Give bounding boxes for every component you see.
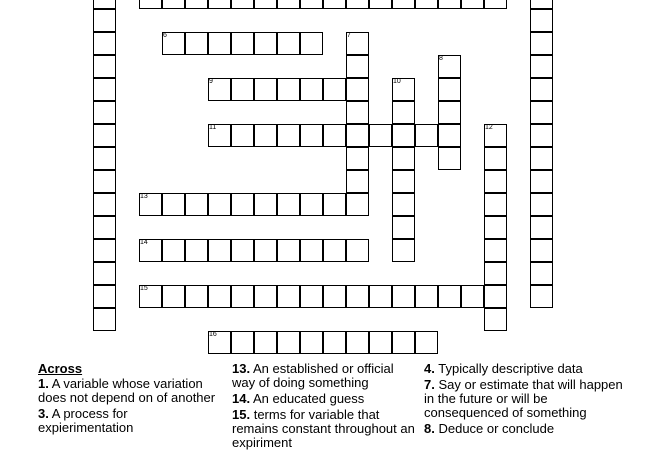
grid-cell[interactable] bbox=[530, 193, 553, 216]
clue-14: 14. An educated guess bbox=[232, 391, 365, 406]
grid-cell[interactable] bbox=[254, 285, 277, 308]
grid-cell[interactable] bbox=[93, 285, 116, 308]
grid-cell[interactable] bbox=[323, 239, 346, 262]
grid-cell[interactable] bbox=[93, 239, 116, 262]
grid-cell[interactable] bbox=[346, 124, 369, 147]
grid-cell[interactable] bbox=[162, 239, 185, 262]
grid-cell[interactable] bbox=[300, 239, 323, 262]
grid-cell[interactable] bbox=[346, 0, 369, 9]
grid-cell[interactable] bbox=[392, 170, 415, 193]
grid-cell[interactable] bbox=[415, 0, 438, 9]
grid-cell[interactable] bbox=[323, 331, 346, 354]
grid-cell[interactable] bbox=[185, 0, 208, 9]
clue-15: 15. terms for variable that remains constant throughout an expiriment bbox=[232, 407, 415, 450]
clue-number-label: 12 bbox=[485, 124, 493, 131]
grid-cell[interactable] bbox=[277, 331, 300, 354]
grid-cell[interactable] bbox=[530, 239, 553, 262]
grid-cell[interactable] bbox=[300, 331, 323, 354]
grid-cell[interactable] bbox=[93, 124, 116, 147]
grid-cell[interactable] bbox=[323, 78, 346, 101]
grid-cell[interactable] bbox=[139, 0, 162, 9]
grid-cell[interactable] bbox=[484, 308, 507, 331]
grid-cell[interactable] bbox=[530, 124, 553, 147]
grid-cell[interactable] bbox=[300, 0, 323, 9]
grid-cell[interactable] bbox=[392, 193, 415, 216]
grid-cell[interactable] bbox=[93, 101, 116, 124]
clue-number-label: 16 bbox=[209, 331, 217, 338]
clue-number-label: 6 bbox=[163, 32, 167, 39]
grid-cell[interactable] bbox=[93, 78, 116, 101]
grid-cell[interactable] bbox=[254, 239, 277, 262]
grid-cell[interactable] bbox=[208, 285, 231, 308]
grid-cell[interactable] bbox=[162, 193, 185, 216]
grid-cell[interactable] bbox=[323, 193, 346, 216]
grid-cell[interactable] bbox=[231, 124, 254, 147]
grid-cell[interactable] bbox=[323, 124, 346, 147]
grid-cell[interactable] bbox=[438, 101, 461, 124]
grid-cell[interactable] bbox=[185, 239, 208, 262]
grid-cell[interactable] bbox=[185, 193, 208, 216]
grid-cell[interactable] bbox=[300, 78, 323, 101]
grid-cell[interactable] bbox=[208, 0, 231, 9]
grid-cell[interactable] bbox=[346, 147, 369, 170]
grid-cell[interactable] bbox=[93, 55, 116, 78]
grid-cell[interactable] bbox=[93, 147, 116, 170]
clue-number-label: 9 bbox=[209, 78, 213, 85]
grid-cell[interactable] bbox=[93, 0, 116, 9]
grid-cell[interactable] bbox=[392, 285, 415, 308]
grid-cell[interactable] bbox=[392, 124, 415, 147]
grid-cell[interactable] bbox=[93, 308, 116, 331]
grid-cell[interactable] bbox=[254, 78, 277, 101]
clue-number-label: 13 bbox=[140, 193, 148, 200]
clue-number-label: 7 bbox=[347, 32, 351, 39]
grid-cell[interactable] bbox=[300, 285, 323, 308]
clue-7: 7. Say or estimate that will happen in the future or will be consequenced of something bbox=[424, 377, 623, 420]
grid-cell[interactable] bbox=[392, 239, 415, 262]
grid-cell[interactable] bbox=[346, 55, 369, 78]
clues-column-3 bbox=[424, 362, 624, 438]
grid-cell[interactable] bbox=[277, 0, 300, 9]
grid-cell[interactable] bbox=[346, 101, 369, 124]
grid-cell[interactable] bbox=[484, 147, 507, 170]
clue-number-label: 8 bbox=[439, 55, 443, 62]
grid-cell[interactable] bbox=[231, 32, 254, 55]
grid-cell[interactable] bbox=[530, 9, 553, 32]
grid-cell[interactable] bbox=[277, 32, 300, 55]
grid-cell[interactable] bbox=[530, 147, 553, 170]
grid-cell[interactable] bbox=[254, 193, 277, 216]
clue-8: 8. Deduce or conclude bbox=[424, 421, 555, 436]
grid-cell[interactable] bbox=[530, 262, 553, 285]
grid-cell[interactable] bbox=[484, 262, 507, 285]
clues-column-1 bbox=[38, 362, 218, 437]
clue-1: 1. A variable whose variation does not depend on of another bbox=[38, 376, 216, 405]
grid-cell[interactable] bbox=[369, 331, 392, 354]
clue-3: 3. A process for expierimentation bbox=[38, 406, 134, 435]
grid-cell[interactable] bbox=[162, 0, 185, 9]
across-heading: Across bbox=[38, 361, 83, 376]
grid-cell[interactable] bbox=[346, 78, 369, 101]
grid-cell[interactable] bbox=[415, 124, 438, 147]
grid-cell[interactable] bbox=[484, 170, 507, 193]
grid-cell[interactable] bbox=[93, 193, 116, 216]
grid-cell[interactable] bbox=[530, 55, 553, 78]
grid-cell[interactable] bbox=[185, 32, 208, 55]
grid-cell[interactable] bbox=[323, 285, 346, 308]
grid-cell[interactable] bbox=[438, 147, 461, 170]
grid-cell[interactable] bbox=[231, 285, 254, 308]
grid-cell[interactable] bbox=[208, 193, 231, 216]
grid-cell[interactable] bbox=[484, 239, 507, 262]
grid-cell[interactable] bbox=[530, 101, 553, 124]
grid-cell[interactable] bbox=[231, 331, 254, 354]
grid-cell[interactable] bbox=[346, 170, 369, 193]
grid-cell[interactable] bbox=[208, 239, 231, 262]
clue-number-label: 11 bbox=[209, 124, 217, 131]
clue-13: 13. An established or official way of doing something bbox=[232, 361, 394, 390]
grid-cell[interactable] bbox=[93, 9, 116, 32]
grid-cell[interactable] bbox=[231, 78, 254, 101]
grid-cell[interactable] bbox=[277, 285, 300, 308]
grid-cell[interactable] bbox=[415, 331, 438, 354]
grid-cell[interactable] bbox=[231, 239, 254, 262]
grid-cell[interactable] bbox=[300, 32, 323, 55]
grid-cell[interactable] bbox=[300, 124, 323, 147]
grid-cell[interactable] bbox=[300, 193, 323, 216]
grid-cell[interactable] bbox=[530, 32, 553, 55]
grid-cell[interactable] bbox=[185, 285, 208, 308]
grid-cell[interactable] bbox=[254, 0, 277, 9]
grid-cell[interactable] bbox=[484, 285, 507, 308]
grid-cell[interactable] bbox=[208, 32, 231, 55]
grid-cell[interactable] bbox=[369, 0, 392, 9]
grid-cell[interactable] bbox=[277, 239, 300, 262]
grid-cell[interactable] bbox=[438, 285, 461, 308]
grid-cell[interactable] bbox=[93, 262, 116, 285]
grid-cell[interactable] bbox=[346, 285, 369, 308]
grid-cell[interactable] bbox=[392, 0, 415, 9]
grid-cell[interactable] bbox=[277, 78, 300, 101]
clue-number-label: 14 bbox=[140, 239, 148, 246]
grid-cell[interactable] bbox=[346, 239, 369, 262]
grid-cell[interactable] bbox=[415, 285, 438, 308]
grid-cell[interactable] bbox=[530, 285, 553, 308]
grid-cell[interactable] bbox=[93, 216, 116, 239]
grid-cell[interactable] bbox=[484, 193, 507, 216]
grid-cell[interactable] bbox=[438, 0, 461, 9]
grid-cell[interactable] bbox=[231, 0, 254, 9]
grid-cell[interactable] bbox=[254, 32, 277, 55]
grid-cell[interactable] bbox=[392, 331, 415, 354]
grid-cell[interactable] bbox=[392, 216, 415, 239]
grid-cell[interactable] bbox=[369, 124, 392, 147]
grid-cell[interactable] bbox=[369, 285, 392, 308]
grid-cell[interactable] bbox=[392, 101, 415, 124]
grid-cell[interactable] bbox=[277, 193, 300, 216]
grid-cell[interactable] bbox=[254, 331, 277, 354]
grid-cell[interactable] bbox=[530, 170, 553, 193]
grid-cell[interactable] bbox=[461, 285, 484, 308]
grid-cell[interactable] bbox=[484, 216, 507, 239]
grid-cell[interactable] bbox=[93, 32, 116, 55]
clue-number-label: 15 bbox=[140, 285, 148, 292]
grid-cell[interactable] bbox=[530, 0, 553, 9]
grid-cell[interactable] bbox=[392, 147, 415, 170]
grid-cell[interactable] bbox=[346, 193, 369, 216]
grid-cell[interactable] bbox=[323, 0, 346, 9]
grid-cell[interactable] bbox=[162, 285, 185, 308]
clue-number-label: 10 bbox=[393, 78, 401, 85]
grid-cell[interactable] bbox=[277, 124, 300, 147]
grid-cell[interactable] bbox=[530, 78, 553, 101]
grid-cell[interactable] bbox=[438, 124, 461, 147]
grid-cell[interactable] bbox=[530, 216, 553, 239]
grid-cell[interactable] bbox=[93, 170, 116, 193]
clues-column-2 bbox=[232, 362, 417, 452]
grid-cell[interactable] bbox=[484, 0, 507, 9]
grid-cell[interactable] bbox=[254, 124, 277, 147]
grid-cell[interactable] bbox=[438, 78, 461, 101]
grid-cell[interactable] bbox=[346, 331, 369, 354]
grid-cell[interactable] bbox=[461, 0, 484, 9]
clue-4: 4. Typically descriptive data bbox=[424, 361, 583, 376]
grid-cell[interactable] bbox=[231, 193, 254, 216]
